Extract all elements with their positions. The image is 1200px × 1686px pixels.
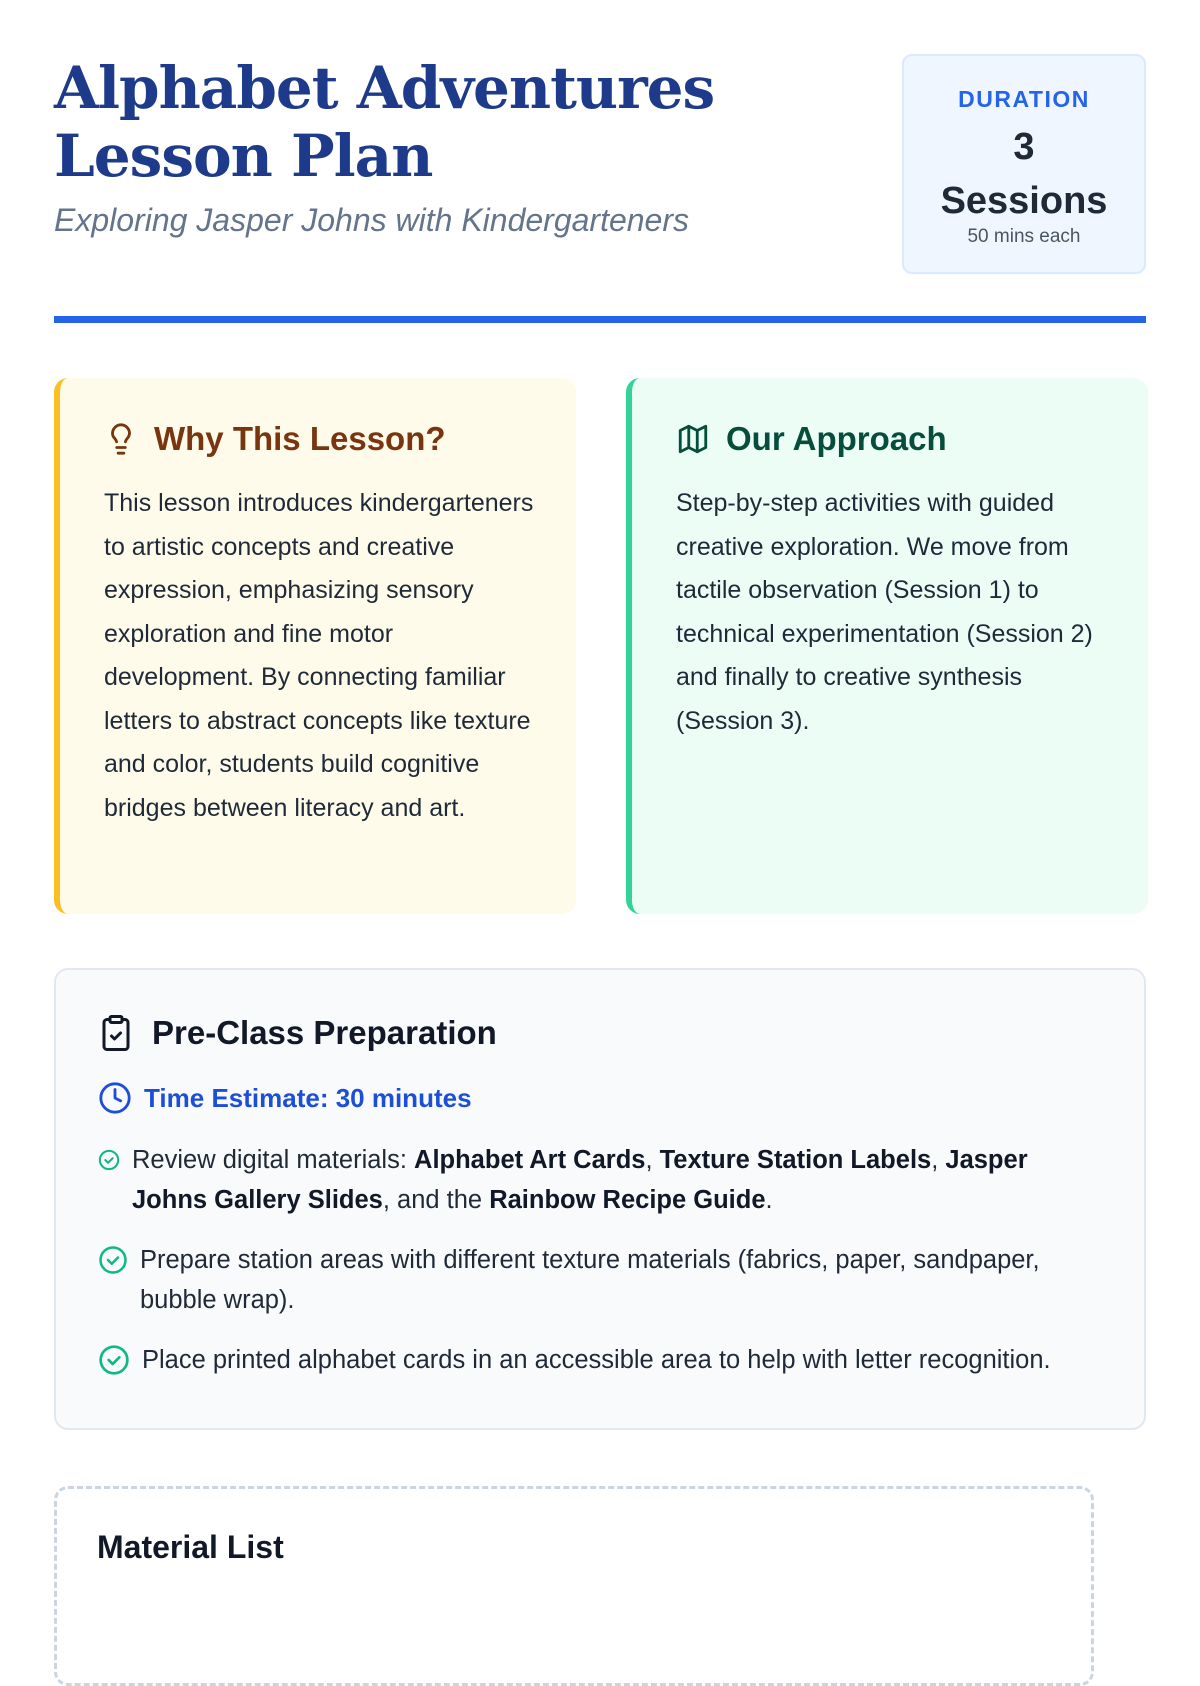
approach-card-text: Step-by-step activities with guided creative exploration. We move from tactile observation (Session 1) to technical experimentation (Session 2) and finally to creative synthesis (Session 3). bbox=[676, 489, 1093, 735]
material-name: Alphabet Art Cards bbox=[414, 1146, 646, 1174]
prep-item-text: Review digital materials: Alphabet Art Cards, Texture Station Labels, Jasper Johns Gallery Slides, and the Rainbow Recipe Guide. bbox=[132, 1146, 1028, 1214]
approach-card-title: Our Approach bbox=[726, 420, 947, 457]
why-card bbox=[54, 378, 576, 914]
prep-list bbox=[98, 1140, 1104, 1380]
material-list-title: Material List bbox=[97, 1529, 284, 1565]
page-title: Alphabet Adventures Lesson Plan bbox=[54, 54, 715, 190]
header-divider bbox=[54, 316, 1146, 323]
list-item bbox=[98, 1340, 1104, 1380]
duration-value bbox=[904, 120, 1144, 228]
map-icon bbox=[676, 422, 710, 456]
prep-title: Pre-Class Preparation bbox=[152, 1014, 497, 1051]
pre-class-preparation bbox=[54, 968, 1146, 1430]
approach-card bbox=[626, 378, 1148, 914]
why-card-header bbox=[104, 414, 536, 464]
duration-unit: Sessions bbox=[940, 180, 1108, 222]
lightbulb-icon bbox=[104, 422, 138, 456]
time-estimate bbox=[98, 1078, 1104, 1118]
material-name: Texture Station Labels bbox=[659, 1146, 932, 1174]
clipboard-check-icon bbox=[98, 1013, 134, 1053]
clock-icon bbox=[98, 1081, 132, 1115]
check-circle-icon bbox=[98, 1245, 128, 1275]
duration-label: DURATION bbox=[958, 86, 1090, 112]
check-circle-icon bbox=[98, 1149, 120, 1171]
material-name: Rainbow Recipe Guide bbox=[489, 1186, 766, 1214]
check-circle-icon bbox=[98, 1344, 130, 1376]
material-name: Jasper Johns Gallery Slides bbox=[132, 1146, 1028, 1214]
duration-number: 3 bbox=[1013, 126, 1035, 168]
approach-card-header bbox=[676, 414, 1108, 464]
header bbox=[54, 54, 1146, 276]
why-card-title: Why This Lesson? bbox=[154, 420, 446, 457]
time-estimate-text: Time Estimate: 30 minutes bbox=[144, 1082, 472, 1113]
list-item bbox=[98, 1140, 1104, 1220]
prep-item-text: Prepare station areas with different texture materials (fabrics, paper, sandpaper, bubble wrap). bbox=[140, 1246, 1040, 1314]
duration-card bbox=[902, 54, 1146, 274]
material-list-section bbox=[54, 1486, 1094, 1686]
list-item bbox=[98, 1240, 1104, 1320]
prep-item-text: Place printed alphabet cards in an accessible area to help with letter recognition. bbox=[142, 1346, 1051, 1374]
duration-note: 50 mins each bbox=[967, 226, 1081, 247]
prep-header bbox=[98, 1008, 1104, 1058]
page-subtitle: Exploring Jasper Johns with Kindergarteners bbox=[54, 202, 689, 238]
why-card-text: This lesson introduces kindergarteners to artistic concepts and creative expression, emphasizing sensory exploration and fine motor development. By connecting familiar letters to abstract concepts like texture and color, students build cognitive bridges between literacy and art. bbox=[104, 489, 534, 822]
